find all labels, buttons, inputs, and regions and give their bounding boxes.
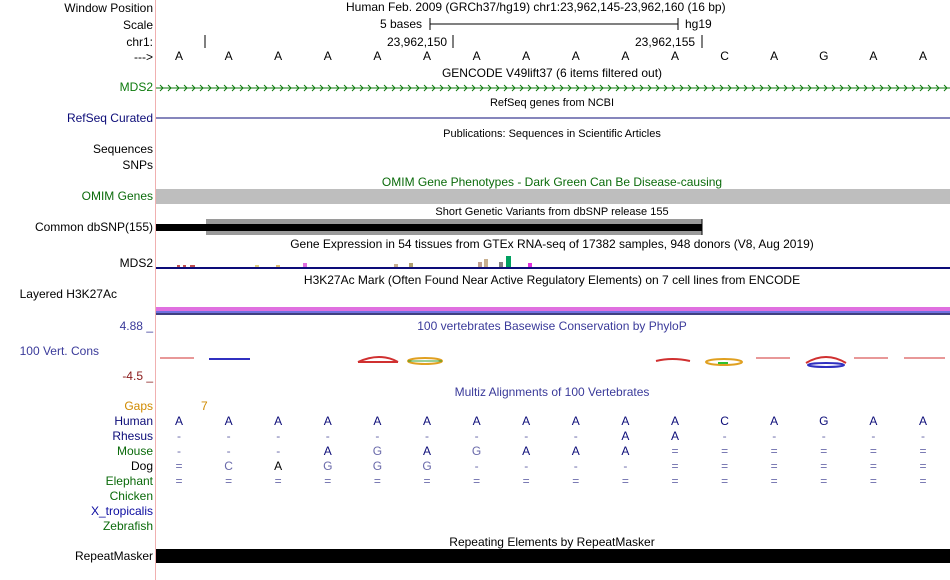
repeatmasker-track-title: Repeating Elements by RepeatMasker	[449, 535, 655, 549]
alignment-base-elephant: =	[373, 474, 381, 488]
alignment-base-human: A	[323, 414, 332, 428]
species-label-mouse[interactable]: Mouse	[116, 444, 153, 458]
sequence-base: A	[224, 49, 233, 63]
position-header: Human Feb. 2009 (GRCh37/hg19) chr1:23,962,145-23,962,160 (16 bp)	[346, 0, 726, 14]
sequence-base: A	[522, 49, 531, 63]
cons-min-label: -4.5 _	[122, 369, 153, 383]
dbsnp-variants[interactable]	[156, 219, 702, 235]
alignment-base-human: A	[522, 414, 531, 428]
gencode-track-title: GENCODE V49lift37 (6 items filtered out)	[441, 66, 663, 80]
alignment-base-rhesus: -	[226, 429, 231, 443]
sequence-base: A	[422, 49, 431, 63]
alignment-base-rhesus: -	[276, 429, 281, 443]
alignment-base-mouse: -	[276, 444, 281, 458]
ruler-ticks	[205, 35, 702, 48]
track-label-sequences[interactable]: Sequences	[92, 142, 153, 156]
alignment-base-rhesus: -	[573, 429, 578, 443]
alignment-base-elephant: =	[473, 474, 481, 488]
alignment-base-mouse: =	[820, 444, 828, 458]
species-label-zebrafish[interactable]: Zebrafish	[102, 519, 153, 533]
alignment-base-dog: =	[175, 459, 183, 473]
alignment-base-rhesus: -	[524, 429, 529, 443]
alignment-base-elephant: =	[770, 474, 778, 488]
alignment-base-human: A	[472, 414, 481, 428]
alignment-base-dog: -	[573, 459, 578, 473]
alignment-base-human: A	[869, 414, 878, 428]
alignment-base-mouse: =	[721, 444, 729, 458]
alignment-base-dog: =	[869, 459, 877, 473]
scale-label: Scale	[122, 18, 153, 32]
alignment-base-human: A	[373, 414, 382, 428]
multiz-track-title: Multiz Alignments of 100 Vertebrates	[454, 385, 650, 399]
window-position-label: Window Position	[64, 1, 153, 15]
cons-max-label: 4.88 _	[119, 319, 153, 333]
alignment-base-dog: =	[671, 459, 679, 473]
gtex-expression-bars[interactable]	[156, 256, 950, 268]
alignment-base-rhesus: -	[921, 429, 925, 443]
alignment-base-dog: -	[474, 459, 479, 473]
strand-arrow-label: --->	[134, 50, 153, 64]
alignment-base-dog: =	[919, 459, 927, 473]
alignment-base-human: A	[174, 414, 183, 428]
track-label-snps[interactable]: SNPs	[122, 158, 153, 172]
alignment-base-dog: =	[721, 459, 729, 473]
alignment-base-mouse: =	[770, 444, 778, 458]
alignment-base-elephant: =	[572, 474, 580, 488]
track-label-gaps[interactable]: Gaps	[124, 399, 153, 413]
species-label-rhesus[interactable]: Rhesus	[112, 429, 153, 443]
alignment-base-rhesus: -	[474, 429, 479, 443]
sequence-base: A	[373, 49, 382, 63]
alignment-base-rhesus: -	[722, 429, 727, 443]
alignment-base-elephant: =	[423, 474, 431, 488]
sequence-base: A	[670, 49, 679, 63]
conservation-logos[interactable]	[160, 357, 945, 367]
alignment-base-mouse: =	[919, 444, 927, 458]
alignment-base-mouse: -	[226, 444, 231, 458]
sequence-base: A	[174, 49, 183, 63]
sequence-base: A	[571, 49, 580, 63]
assembly-label: hg19	[685, 17, 712, 31]
alignment-base-human: G	[819, 414, 829, 428]
alignment-base-rhesus: -	[375, 429, 380, 443]
alignment-base-mouse: -	[177, 444, 181, 458]
alignment-base-mouse: A	[323, 444, 332, 458]
species-label-elephant[interactable]: Elephant	[105, 474, 153, 488]
track-label-repeatmasker[interactable]: RepeatMasker	[74, 549, 153, 563]
alignment-base-rhesus: -	[177, 429, 181, 443]
track-label-mds2[interactable]: MDS2	[119, 80, 153, 94]
dbsnp-track-title: Short Genetic Variants from dbSNP release 155	[435, 206, 669, 218]
alignment-base-human: A	[274, 414, 283, 428]
alignment-base-dog: G	[422, 459, 432, 473]
alignment-base-dog: -	[623, 459, 628, 473]
alignment-base-dog: A	[274, 459, 283, 473]
alignment-base-human: A	[918, 414, 927, 428]
gencode-gene-mds2[interactable]	[156, 85, 950, 91]
coordinate-label-2: 23,962,155	[635, 35, 696, 49]
conservation-track-title: 100 vertebrates Basewise Conservation by PhyloP	[417, 319, 687, 333]
alignment-base-human: A	[224, 414, 233, 428]
sequence-base: A	[621, 49, 630, 63]
scale-bar	[430, 18, 678, 30]
track-label-h3k27ac[interactable]: Layered H3K27Ac	[19, 287, 117, 301]
repeatmasker-bar[interactable]	[156, 549, 950, 563]
alignment-base-dog: G	[372, 459, 383, 473]
alignment-base-rhesus: -	[871, 429, 876, 443]
alignment-base-rhesus: A	[621, 429, 630, 443]
alignment-base-elephant: =	[869, 474, 877, 488]
alignment-base-rhesus: -	[772, 429, 777, 443]
sequence-base: A	[472, 49, 481, 63]
alignment-base-mouse: =	[869, 444, 877, 458]
refseq-track-title: RefSeq genes from NCBI	[489, 97, 615, 109]
track-label-mds2-expression[interactable]: MDS2	[119, 256, 153, 270]
sequence-base: A	[274, 49, 283, 63]
alignment-base-rhesus: A	[670, 429, 679, 443]
alignment-base-mouse: G	[372, 444, 383, 458]
alignment-base-human: C	[720, 414, 729, 428]
alignment-base-human: A	[621, 414, 630, 428]
omim-gene-bar[interactable]	[156, 189, 950, 204]
omim-track-title: OMIM Gene Phenotypes - Dark Green Can Be Disease-causing	[381, 175, 723, 189]
track-label-omim[interactable]: OMIM Genes	[81, 189, 153, 203]
alignment-base-elephant: =	[671, 474, 679, 488]
alignment-base-elephant: =	[522, 474, 530, 488]
scale-text: 5 bases	[380, 17, 423, 31]
gaps-value: 7	[201, 399, 208, 413]
sequence-base: A	[918, 49, 927, 63]
species-label-human[interactable]: Human	[114, 414, 153, 428]
track-label-dbsnp[interactable]: Common dbSNP(155)	[34, 220, 153, 234]
alignment-base-mouse: A	[522, 444, 531, 458]
alignment-base-human: A	[670, 414, 679, 428]
alignment-base-dog: =	[770, 459, 778, 473]
sequence-base: A	[869, 49, 878, 63]
alignment-base-mouse: G	[471, 444, 482, 458]
track-label-refseq[interactable]: RefSeq Curated	[66, 111, 153, 125]
alignment-base-mouse: A	[621, 444, 630, 458]
alignment-base-human: A	[422, 414, 431, 428]
h3k27ac-track-title: H3K27Ac Mark (Often Found Near Active Regulatory Elements) on 7 cell lines from ENCODE	[303, 273, 801, 287]
alignment-base-elephant: =	[225, 474, 233, 488]
alignment-base-rhesus: -	[325, 429, 330, 443]
sequence-base: C	[720, 49, 729, 63]
alignment-base-mouse: A	[571, 444, 580, 458]
alignment-base-elephant: =	[324, 474, 332, 488]
alignment-base-dog: G	[323, 459, 333, 473]
alignment-base-elephant: =	[919, 474, 927, 488]
alignment-base-rhesus: -	[821, 429, 826, 443]
alignment-base-elephant: =	[820, 474, 828, 488]
sequence-base: A	[323, 49, 332, 63]
species-label-chicken[interactable]: Chicken	[109, 489, 153, 503]
alignment-base-dog: C	[224, 459, 233, 473]
coordinate-label-1: 23,962,150	[387, 35, 448, 49]
publications-track-title: Publications: Sequences in Scientific Articles	[443, 128, 661, 140]
alignment-base-elephant: =	[721, 474, 729, 488]
alignment-base-mouse: A	[422, 444, 431, 458]
alignment-base-human: A	[770, 414, 779, 428]
alignment-base-elephant: =	[621, 474, 629, 488]
track-label-cons[interactable]: 100 Vert. Cons	[19, 344, 99, 358]
chr-label: chr1:	[126, 35, 153, 49]
h3k27ac-signal[interactable]	[156, 307, 950, 315]
alignment-base-rhesus: -	[425, 429, 429, 443]
alignment-base-human: A	[571, 414, 580, 428]
alignment-base-elephant: =	[175, 474, 183, 488]
alignment-base-dog: -	[524, 459, 529, 473]
alignment-base-mouse: =	[671, 444, 679, 458]
alignment-base-dog: =	[820, 459, 828, 473]
gtex-track-title: Gene Expression in 54 tissues from GTEx RNA-seq of 17382 samples, 948 donors (V8, Aug 2019)	[290, 237, 814, 251]
alignment-base-elephant: =	[274, 474, 282, 488]
sequence-base: G	[819, 49, 829, 63]
species-label-xtropicalis[interactable]: X_tropicalis	[90, 504, 153, 518]
sequence-base: A	[770, 49, 779, 63]
species-label-dog[interactable]: Dog	[130, 459, 153, 473]
